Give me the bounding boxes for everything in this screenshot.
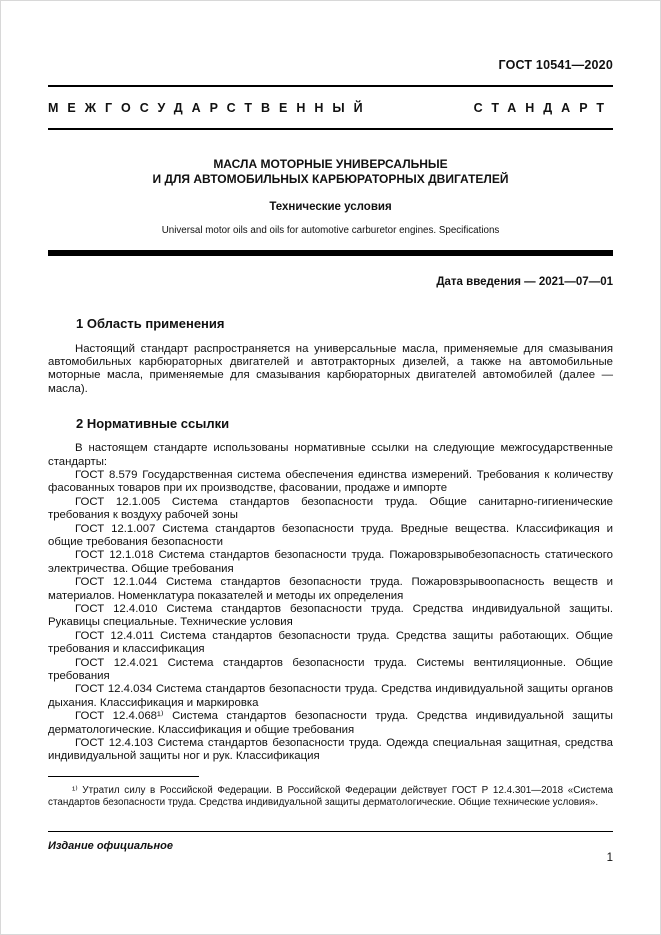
title-divider-bar	[48, 250, 613, 256]
section-2-heading: 2 Нормативные ссылки	[76, 416, 230, 432]
reference-item: ГОСТ 12.4.010 Система стандартов безопасности труда. Средства индивидуальной защиты. Рукавицы специальные. Технические условия	[48, 603, 613, 629]
document-title-line1: МАСЛА МОТОРНЫЕ УНИВЕРСАЛЬНЫЕ	[213, 157, 448, 171]
document-title-line2: И ДЛЯ АВТОМОБИЛЬНЫХ КАРБЮРАТОРНЫХ ДВИГАТЕЛЕЙ	[152, 172, 509, 186]
banner-rule-top	[48, 85, 613, 87]
banner-word-left: МЕЖГОСУДАРСТВЕННЫЙ	[48, 101, 372, 115]
footer-rule	[48, 831, 613, 832]
doc-number: ГОСТ 10541—2020	[498, 58, 613, 72]
reference-item: ГОСТ 12.4.021 Система стандартов безопасности труда. Системы вентиляционные. Общие требования	[48, 656, 613, 683]
banner-word-right: СТАНДАРТ	[473, 101, 613, 115]
reference-item: ГОСТ 12.4.103 Система стандартов безопасности труда. Одежда специальная защитная, средства индивидуальной защиты ног и рук. Классификация	[48, 737, 613, 763]
footnote-separator	[48, 776, 199, 777]
page-footer	[48, 840, 613, 864]
edition-label: Издание официальное	[48, 840, 173, 853]
reference-item: ГОСТ 12.1.007 Система стандартов безопасности труда. Вредные вещества. Классификация и общие требования безопасности	[48, 522, 613, 548]
effective-date: Дата введения — 2021—07—01	[436, 275, 613, 288]
section-1-heading: 1 Область применения	[76, 315, 225, 331]
document-title	[48, 157, 613, 187]
document-title-english: Universal motor oils and oils for automotive carburetor engines. Specifications	[161, 225, 500, 236]
section-2-intro: В настоящем стандарте использованы нормативные ссылки на следующие межгосударственные стандарты:	[48, 442, 613, 468]
document-subtitle: Технические условия	[269, 201, 392, 213]
footnote-text: ¹⁾ Утратил силу в Российской Федерации. В Российской Федерации действует ГОСТ Р 12.4.301—2018 «Система стандартов безопасности труда. Средства индивидуальной защиты дерматологические. Общие технические условия».	[48, 784, 613, 808]
reference-item: ГОСТ 12.1.044 Система стандартов безопасности труда. Пожаровзрывоопасность веществ и материалов. Номенклатура показателей и методы их определения	[48, 576, 613, 602]
page-number: 1	[606, 852, 613, 865]
standard-type-banner	[48, 95, 613, 120]
section-1-paragraph: Настоящий стандарт распространяется на универсальные масла, применяемые для смазывания автомобильных карбюраторных двигателей и автотракторных дизелей, а также на автомобильные моторные масла, применяемые для смазывания карбюраторных двигателей автомобилей (далее — масла).	[48, 342, 613, 395]
banner-rule-bottom	[48, 128, 613, 130]
reference-item: ГОСТ 8.579 Государственная система обеспечения единства измерений. Требования к количеству фасованных товаров при их производстве, фасовании, продаже и импорте	[48, 468, 613, 495]
page-content	[48, 1, 613, 934]
reference-item: ГОСТ 12.1.005 Система стандартов безопасности труда. Общие санитарно-гигиенические требования к воздуху рабочей зоны	[48, 495, 613, 522]
reference-item: ГОСТ 12.4.034 Система стандартов безопасности труда. Средства индивидуальной защиты органов дыхания. Классификация и маркировка	[48, 683, 613, 709]
reference-item: ГОСТ 12.1.018 Система стандартов безопасности труда. Пожаровзрывобезопасность статического электричества. Общие требования	[48, 549, 613, 575]
reference-item: ГОСТ 12.4.011 Система стандартов безопасности труда. Средства защиты работающих. Общие требования и классификация	[48, 629, 613, 656]
reference-item: ГОСТ 12.4.068¹⁾ Система стандартов безопасности труда. Средства индивидуальной защиты дерматологические. Классификация и общие требования	[48, 710, 613, 736]
